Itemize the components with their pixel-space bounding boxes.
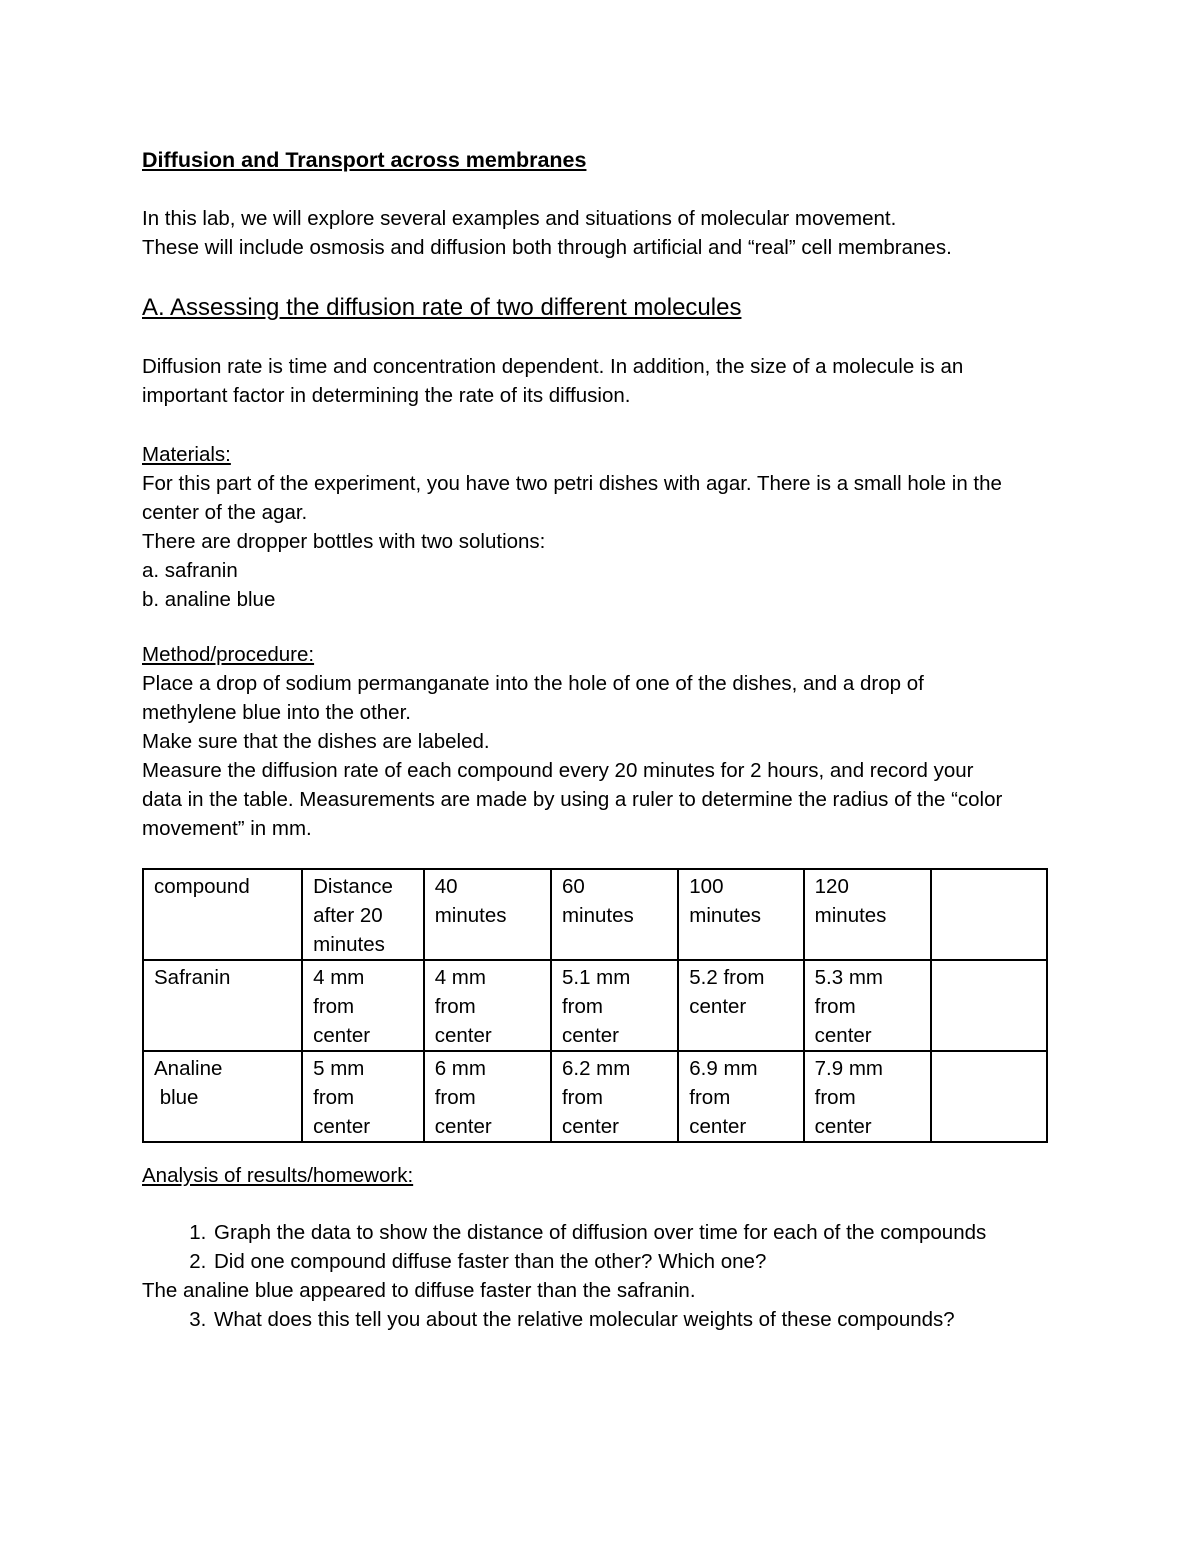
table-cell xyxy=(424,960,551,1051)
cell-text: center xyxy=(313,1115,371,1138)
cell-text: minutes xyxy=(434,904,507,927)
table-header-cell xyxy=(804,869,931,960)
intro-line: These will include osmosis and diffusion both through artificial and “real” cell membranes. xyxy=(142,236,952,259)
description-line: Diffusion rate is time and concentration dependent. In addition, the size of a molecule is an xyxy=(142,355,964,378)
cell-text: 4 mm xyxy=(313,966,365,989)
cell-text: minutes xyxy=(561,904,634,927)
method-line: Place a drop of sodium permanganate into the hole of one of the dishes, and a drop of xyxy=(142,672,924,695)
cell-text: after 20 xyxy=(313,904,383,927)
table-row xyxy=(143,960,1047,1051)
table-cell xyxy=(804,960,931,1051)
method-line: Measure the diffusion rate of each compound every 20 minutes for 2 hours, and record your xyxy=(142,759,974,782)
list-item-text: Graph the data to show the distance of diffusion over time for each of the compounds xyxy=(214,1221,987,1244)
diffusion-data-table xyxy=(142,868,1048,1143)
method-section xyxy=(142,640,1062,843)
table-cell xyxy=(804,1051,931,1142)
table-cell xyxy=(143,1051,302,1142)
list-item-text: What does this tell you about the relative molecular weights of these compounds? xyxy=(214,1308,955,1331)
materials-section xyxy=(142,440,1062,614)
cell-text: 7.9 mm xyxy=(814,1057,884,1080)
cell-text: 4 mm xyxy=(434,966,486,989)
table-cell xyxy=(551,1051,678,1142)
cell-text: 5.3 mm xyxy=(814,966,884,989)
table-header-cell xyxy=(143,869,302,960)
materials-line: a. safranin xyxy=(142,559,238,582)
cell-text: blue xyxy=(154,1086,199,1109)
cell-text: 120 xyxy=(814,875,849,898)
cell-text: from xyxy=(434,995,476,1018)
list-item xyxy=(212,1218,1062,1247)
method-line: methylene blue into the other. xyxy=(142,701,411,724)
table-header-cell xyxy=(551,869,678,960)
description-line: important factor in determining the rate of its diffusion. xyxy=(142,384,631,407)
cell-text: center xyxy=(561,1024,619,1047)
section-a-description xyxy=(142,352,1062,410)
materials-line: b. analine blue xyxy=(142,588,276,611)
cell-text: from xyxy=(561,995,603,1018)
analysis-answer: The analine blue appeared to diffuse faster than the safranin. xyxy=(142,1279,696,1302)
cell-text: from xyxy=(313,995,355,1018)
document-title: Diffusion and Transport across membranes xyxy=(142,148,587,172)
cell-text: Distance xyxy=(313,875,393,898)
table-header-cell-empty xyxy=(931,869,1047,960)
cell-text: 6 mm xyxy=(434,1057,486,1080)
cell-text: 6.2 mm xyxy=(561,1057,631,1080)
table-row xyxy=(143,1051,1047,1142)
table-cell xyxy=(143,960,302,1051)
table-header-cell xyxy=(302,869,424,960)
table-cell xyxy=(551,960,678,1051)
table-cell-empty xyxy=(931,1051,1047,1142)
cell-text: minutes xyxy=(814,904,887,927)
cell-text: Safranin xyxy=(154,966,231,989)
cell-text: from xyxy=(689,1086,731,1109)
cell-text: 60 xyxy=(561,875,585,898)
table-cell xyxy=(302,960,424,1051)
table-cell xyxy=(678,960,803,1051)
cell-text: center xyxy=(561,1115,619,1138)
materials-heading: Materials: xyxy=(142,443,231,466)
list-item xyxy=(212,1247,1062,1276)
materials-line: For this part of the experiment, you have two petri dishes with agar. There is a small hole in the xyxy=(142,472,1002,495)
table-cell xyxy=(678,1051,803,1142)
intro-line: In this lab, we will explore several examples and situations of molecular movement. xyxy=(142,207,897,230)
method-line: movement” in mm. xyxy=(142,817,312,840)
analysis-list xyxy=(142,1218,1062,1276)
materials-line: There are dropper bottles with two solutions: xyxy=(142,530,546,553)
cell-text: center xyxy=(814,1024,872,1047)
table-header-row xyxy=(143,869,1047,960)
cell-text: minutes xyxy=(689,904,762,927)
list-item-text: Did one compound diffuse faster than the other? Which one? xyxy=(214,1250,767,1273)
list-item xyxy=(212,1305,1062,1334)
table-header-cell xyxy=(678,869,803,960)
table-header-cell xyxy=(424,869,551,960)
cell-text: 40 xyxy=(434,875,458,898)
cell-text: from xyxy=(434,1086,476,1109)
materials-line: center of the agar. xyxy=(142,501,308,524)
analysis-section xyxy=(142,1161,1062,1334)
cell-text: from xyxy=(313,1086,355,1109)
cell-text: minutes xyxy=(313,933,385,956)
cell-text: center xyxy=(313,1024,371,1047)
method-line: data in the table. Measurements are made by using a ruler to determine the radius of the “color xyxy=(142,788,1003,811)
intro-paragraph xyxy=(142,204,1062,262)
cell-text: from xyxy=(814,1086,856,1109)
table-cell-empty xyxy=(931,960,1047,1051)
cell-text: center xyxy=(434,1024,492,1047)
cell-text: center xyxy=(434,1115,492,1138)
analysis-list-continued xyxy=(142,1305,1062,1334)
method-line: Make sure that the dishes are labeled. xyxy=(142,730,490,753)
cell-text: center xyxy=(689,1115,747,1138)
table-cell xyxy=(424,1051,551,1142)
cell-text: center xyxy=(689,995,747,1018)
cell-text: 5.1 mm xyxy=(561,966,631,989)
analysis-heading: Analysis of results/homework: xyxy=(142,1164,414,1187)
section-a-heading: A. Assessing the diffusion rate of two different molecules xyxy=(142,294,742,321)
cell-text: 5 mm xyxy=(313,1057,365,1080)
cell-text: from xyxy=(814,995,856,1018)
cell-text: 100 xyxy=(689,875,724,898)
cell-text: 5.2 from xyxy=(689,966,765,989)
cell-text: center xyxy=(814,1115,872,1138)
table-cell xyxy=(302,1051,424,1142)
cell-text: compound xyxy=(154,875,250,898)
method-heading: Method/procedure: xyxy=(142,643,315,666)
cell-text: Analine xyxy=(154,1057,223,1080)
cell-text: from xyxy=(561,1086,603,1109)
cell-text: 6.9 mm xyxy=(689,1057,758,1080)
